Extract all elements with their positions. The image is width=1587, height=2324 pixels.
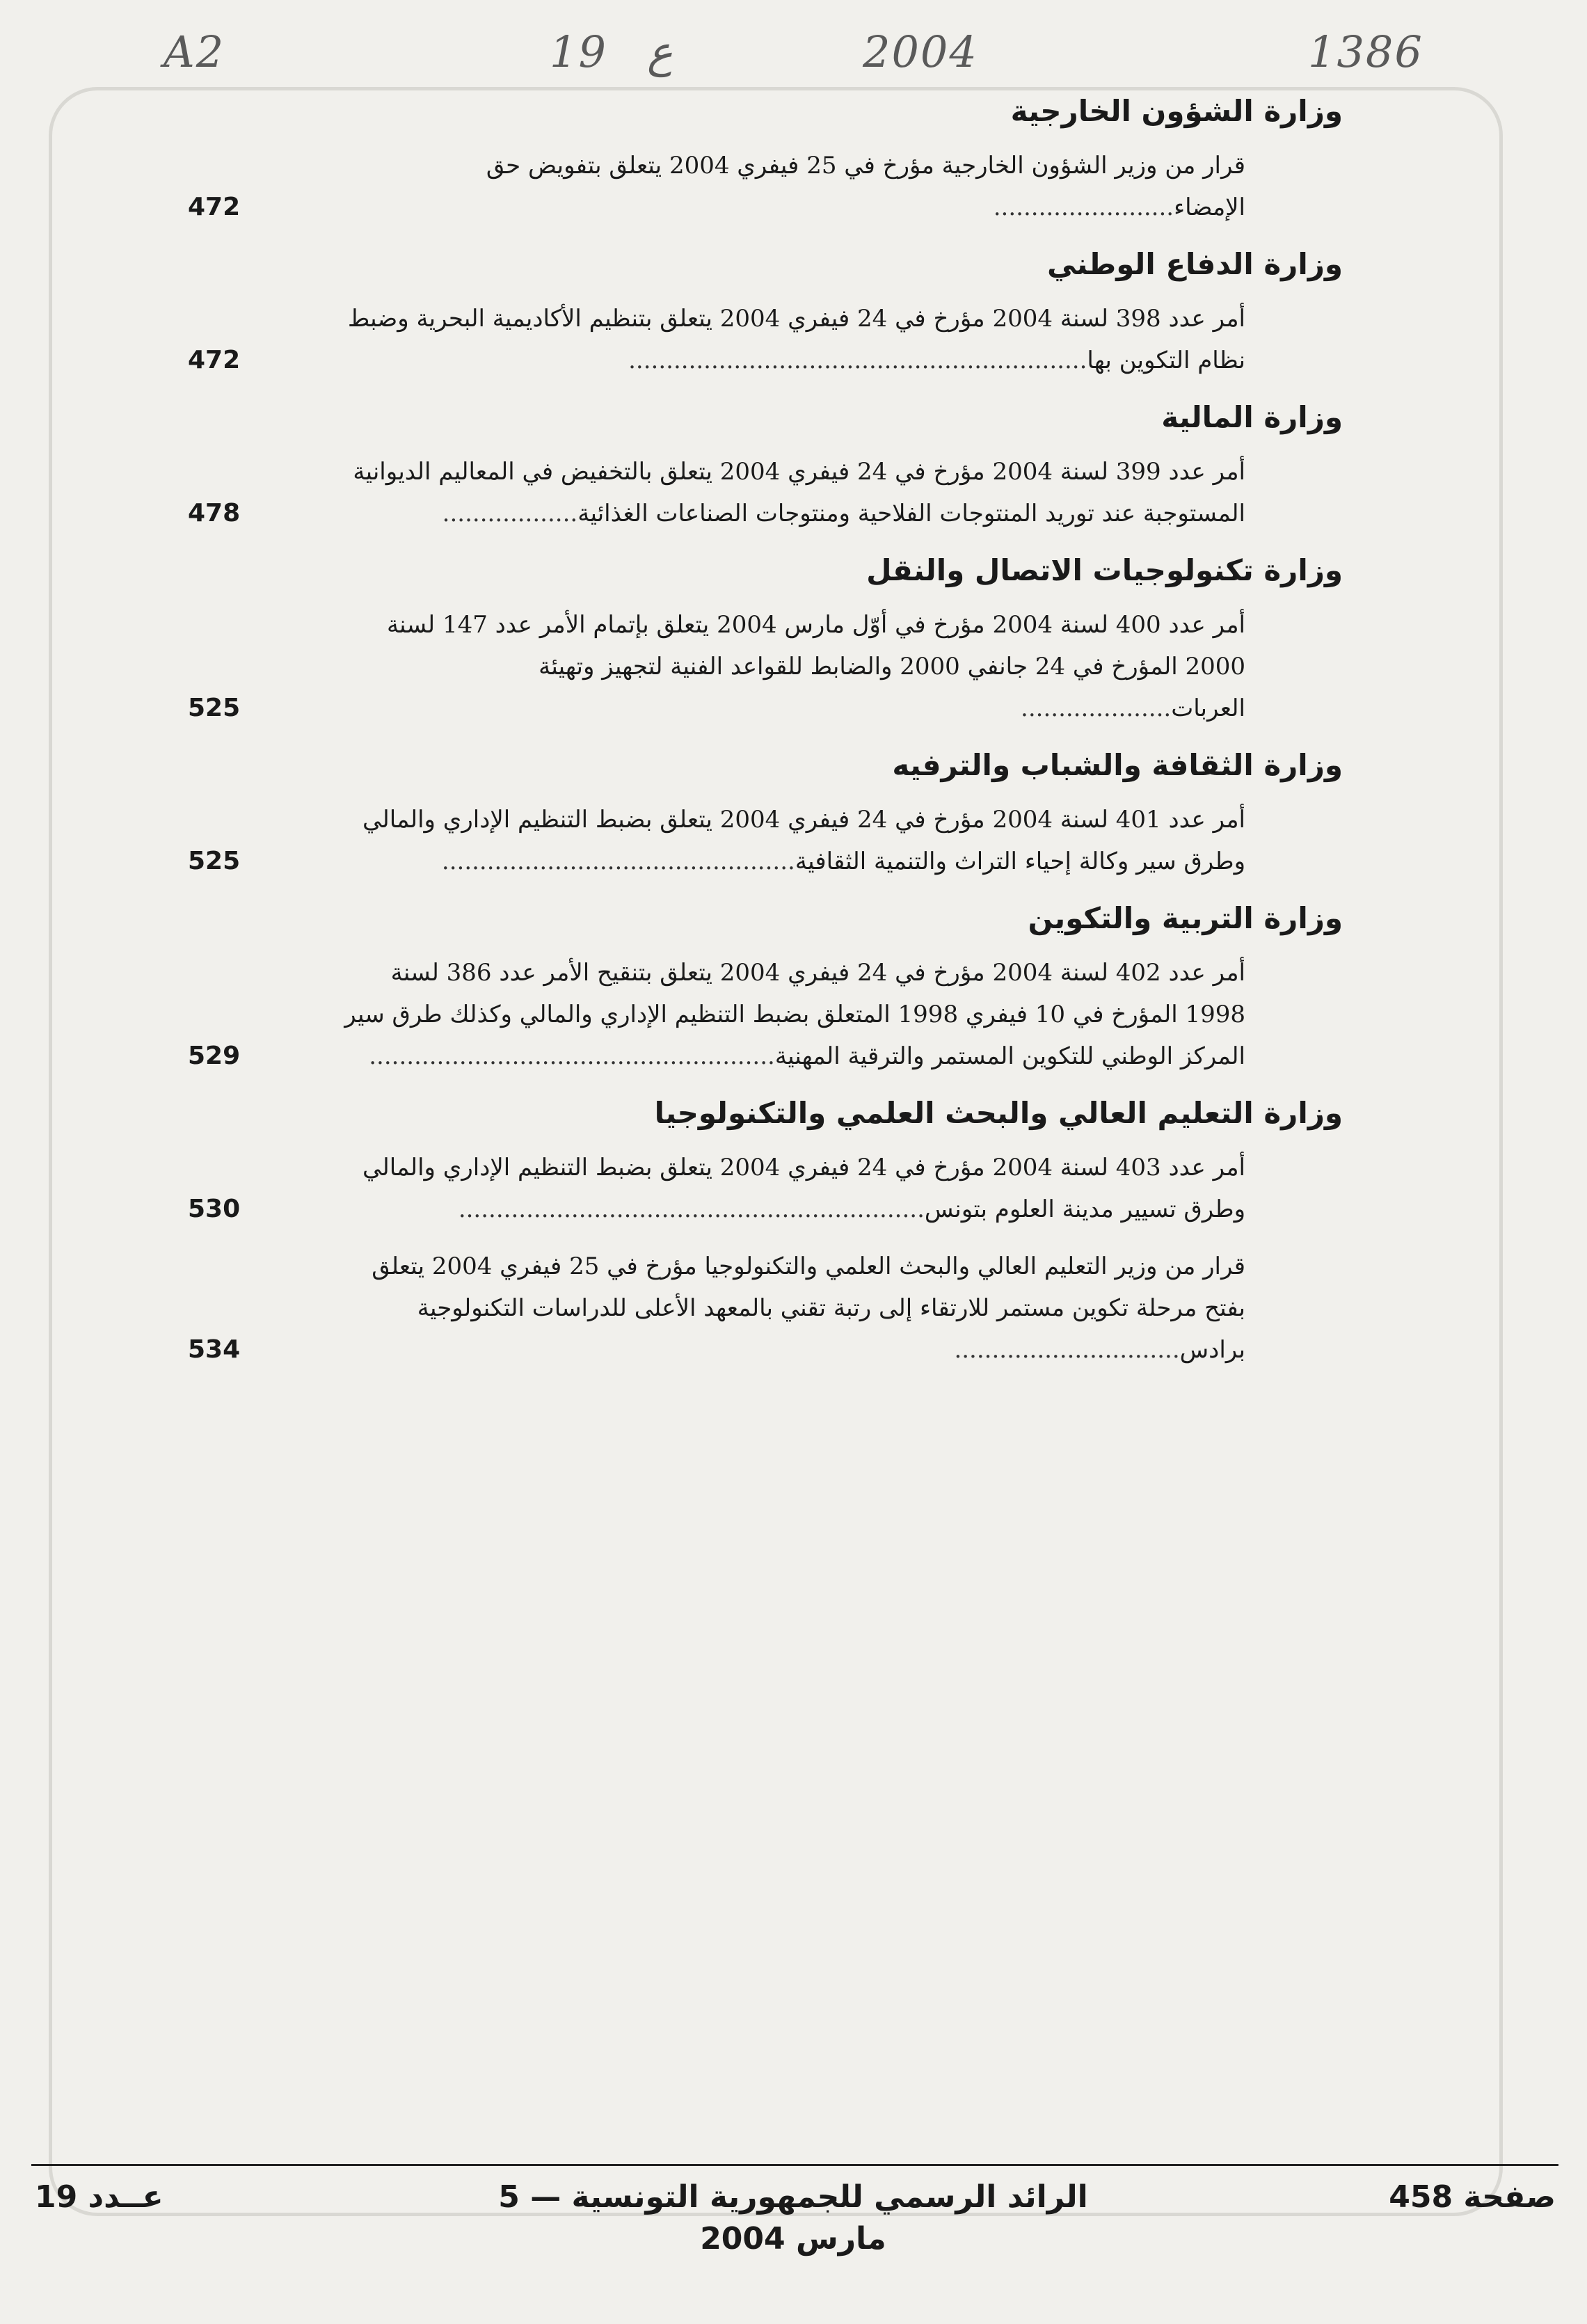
ministry-heading: وزارة تكنولوجيات الاتصال والنقل xyxy=(866,553,1343,587)
toc-page-number: 478 xyxy=(188,499,241,527)
toc-entry[interactable] xyxy=(188,451,1343,534)
toc-leader-dots: .............................. xyxy=(954,1336,1180,1364)
toc-entry-title xyxy=(327,604,1245,729)
toc-entry-title xyxy=(327,799,1245,882)
toc-leader-dots: ...................................................... xyxy=(369,1042,775,1070)
toc-entry-text: قرار من وزير الشؤون الخارجية مؤرخ في 25 فيفري 2004 يتعلق بتفويض حق الإمضاء xyxy=(486,152,1245,221)
toc-entry-text: قرار من وزير التعليم العالي والبحث العلمي والتكنولوجيا مؤرخ في 25 فيفري 2004 يتعلق بفتح مرحلة تكوين مستمر للارتقاء إلى رتبة تقني بالمعهد الأعلى للدراسات التكنولوجية برادس xyxy=(372,1252,1245,1364)
handwritten-code-right: 1386 xyxy=(1308,26,1423,77)
handwritten-year: 2004 xyxy=(863,26,978,77)
toc-entry-text: أمر عدد 400 لسنة 2004 مؤرخ في أوّل مارس 2004 يتعلق بإتمام الأمر عدد 147 لسنة 2000 المؤرخ في 24 جانفي 2000 والضابط للقواعد الفنية لتجهيز وتهيئة العربات xyxy=(386,611,1245,722)
toc-entry[interactable] xyxy=(188,604,1343,729)
toc-entry[interactable] xyxy=(188,145,1343,228)
ministry-heading: وزارة الدفاع الوطني xyxy=(1047,247,1343,281)
toc-entry[interactable] xyxy=(188,1147,1343,1230)
toc-leader-dots: .............................................................. xyxy=(458,1195,925,1223)
toc-entry-title xyxy=(327,952,1245,1077)
ministry-heading: وزارة الثقافة والشباب والترفيه xyxy=(892,748,1343,782)
toc-entry[interactable] xyxy=(188,298,1343,381)
ministry-heading: وزارة الشؤون الخارجية xyxy=(1010,94,1343,128)
toc-leader-dots: ............................................... xyxy=(441,847,795,875)
toc-page-number: 525 xyxy=(188,847,241,875)
toc-entry-title xyxy=(327,145,1245,228)
toc-entry-text: أمر عدد 398 لسنة 2004 مؤرخ في 24 فيفري 2004 يتعلق بتنظيم الأكاديمية البحرية وضبط نظام التكوين بها xyxy=(347,305,1245,374)
handwritten-code-left: A2 xyxy=(164,26,225,77)
footer-issue: عــدد 19 xyxy=(35,2179,164,2215)
toc-leader-dots: .................. xyxy=(442,500,578,527)
toc-page-number: 525 xyxy=(188,694,241,722)
footer-journal-title: الرائد الرسمي للجمهورية التونسية — 5 مارس 2004 xyxy=(498,2179,1088,2257)
toc-entry[interactable] xyxy=(188,799,1343,882)
toc-page-number: 472 xyxy=(188,346,241,374)
handwritten-letter: ع xyxy=(647,26,673,77)
toc-entry-title xyxy=(327,298,1245,381)
toc-leader-dots: .................... xyxy=(1021,694,1172,722)
toc-page-number: 472 xyxy=(188,193,241,221)
toc-entry[interactable] xyxy=(188,1245,1343,1371)
table-of-contents xyxy=(188,90,1343,1386)
toc-entry-text: أمر عدد 403 لسنة 2004 مؤرخ في 24 فيفري 2004 يتعلق بضبط التنظيم الإداري والمالي وطرق تسيير مدينة العلوم بتونس xyxy=(362,1154,1245,1223)
footer-page-number: صفحة 458 xyxy=(1389,2179,1556,2215)
ministry-heading: وزارة المالية xyxy=(1161,400,1343,434)
toc-entry-text: أمر عدد 399 لسنة 2004 مؤرخ في 24 فيفري 2004 يتعلق بالتخفيض في المعاليم الديوانية المستوجبة عند توريد المنتوجات الفلاحية ومنتوجات الصناعات الغذائية xyxy=(353,458,1245,527)
toc-entry[interactable] xyxy=(188,952,1343,1077)
footer-divider xyxy=(31,2164,1558,2166)
toc-page-number: 529 xyxy=(188,1042,241,1070)
toc-leader-dots: ........................ xyxy=(993,193,1174,221)
toc-entry-title xyxy=(327,451,1245,534)
toc-page-number: 530 xyxy=(188,1195,241,1223)
toc-page-number: 534 xyxy=(188,1335,241,1364)
ministry-heading: وزارة التربية والتكوين xyxy=(1028,901,1343,935)
toc-entry-text: أمر عدد 402 لسنة 2004 مؤرخ في 24 فيفري 2004 يتعلق بتنقيح الأمر عدد 386 لسنة 1998 المؤرخ في 10 فيفري 1998 المتعلق بضبط التنظيم الإداري والمالي وكذلك طرق سير المركز الوطني للتكوين المستمر والترقية المهنية xyxy=(344,959,1245,1070)
ministry-heading: وزارة التعليم العالي والبحث العلمي والتكنولوجيا xyxy=(654,1096,1343,1130)
toc-entry-text: أمر عدد 401 لسنة 2004 مؤرخ في 24 فيفري 2004 يتعلق بضبط التنظيم الإداري والمالي وطرق سير وكالة إحياء التراث والتنمية الثقافية xyxy=(362,806,1245,875)
toc-entry-title xyxy=(327,1147,1245,1230)
toc-leader-dots: ............................................................. xyxy=(628,347,1087,374)
toc-entry-title xyxy=(327,1245,1245,1371)
handwritten-issue: 19 xyxy=(550,26,607,77)
